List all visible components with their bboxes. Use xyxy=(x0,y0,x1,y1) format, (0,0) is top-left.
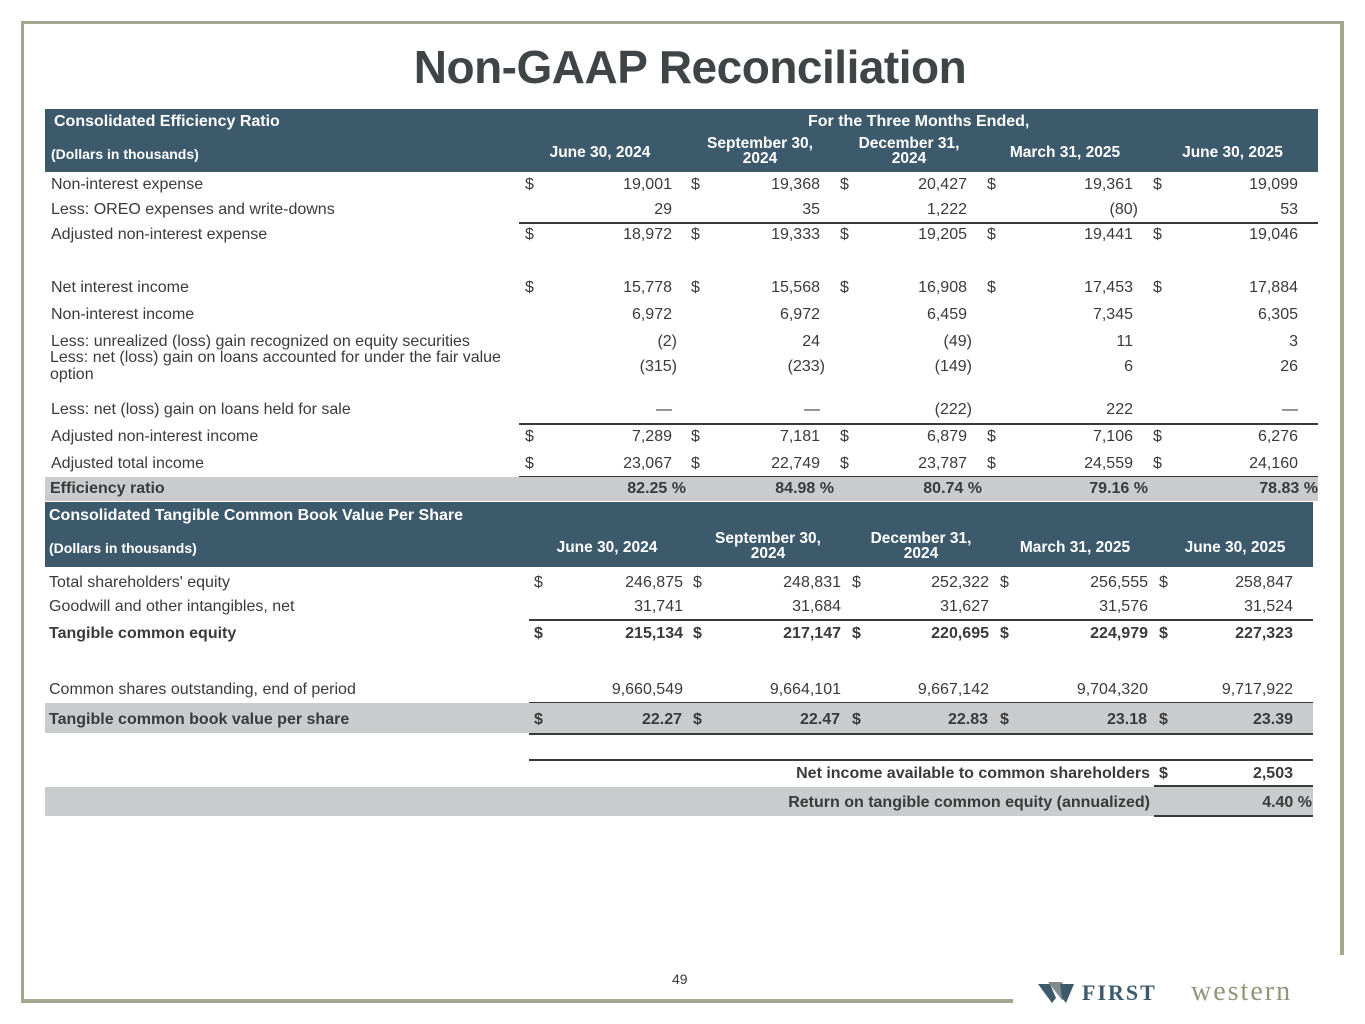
cell-value: 31,576 xyxy=(1099,598,1148,615)
row-label: Less: net (loss) gain on loans accounted for under the fair value xyxy=(50,349,501,366)
dollar-sign: $ xyxy=(534,711,543,728)
cell-value: 31,627 xyxy=(940,598,989,615)
dollar-sign: $ xyxy=(987,455,996,472)
dollar-sign: $ xyxy=(1153,279,1162,296)
tangible-table-header xyxy=(45,502,1313,567)
cell-value: 19,046 xyxy=(1249,226,1298,243)
dollar-sign: $ xyxy=(1000,625,1009,642)
efficiency-col-header: June 30, 2025 xyxy=(1182,144,1283,161)
bvps-value: 22.47 xyxy=(799,711,840,728)
net-income-row xyxy=(700,765,1313,785)
dollar-sign: $ xyxy=(693,711,702,728)
cell-value: 24,160 xyxy=(1249,455,1298,472)
row-label: Common shares outstanding, end of period xyxy=(49,681,356,698)
cell-value: 19,333 xyxy=(771,226,820,243)
efficiency-table-header xyxy=(45,109,1318,172)
logo-mark-icon xyxy=(1038,982,1074,1003)
row-label: option xyxy=(50,366,94,383)
cell-value: 227,323 xyxy=(1235,625,1293,642)
dollar-sign: $ xyxy=(693,574,702,591)
efficiency-ratio-row xyxy=(50,480,1320,500)
cell-value: (315) xyxy=(639,358,677,375)
cell-value: 17,884 xyxy=(1249,279,1298,296)
cell-value: 7,345 xyxy=(1092,306,1133,323)
dollar-sign: $ xyxy=(691,455,700,472)
dollar-sign: $ xyxy=(525,279,534,296)
frame-bottom-border xyxy=(21,999,1013,1003)
row-label: Goodwill and other intangibles, net xyxy=(49,598,295,615)
tangible-table-row xyxy=(0,681,1365,703)
dollar-sign: $ xyxy=(852,711,861,728)
dollar-sign: $ xyxy=(1159,765,1168,782)
cell-value: 220,695 xyxy=(931,625,989,642)
dollar-sign: $ xyxy=(1159,711,1168,728)
efficiency-table-row xyxy=(0,176,1365,198)
dollar-sign: $ xyxy=(691,428,700,445)
bvps-row xyxy=(49,711,1313,731)
cell-value: 9,704,320 xyxy=(1076,681,1148,698)
bvps-value: 23.18 xyxy=(1106,711,1147,728)
tangible-col-header: June 30, 2024 xyxy=(556,539,658,556)
dollar-sign: $ xyxy=(840,176,849,193)
cell-value: 217,147 xyxy=(783,625,841,642)
cell-value: 53 xyxy=(1280,201,1298,218)
cell-value: 22,749 xyxy=(771,455,820,472)
cell-value: 31,524 xyxy=(1244,598,1293,615)
efficiency-ratio-value: 84.98 % xyxy=(775,480,834,497)
row-label: Adjusted non-interest income xyxy=(51,428,259,445)
efficiency-col-header: December 31, 2024 xyxy=(858,135,960,167)
dollar-sign: $ xyxy=(691,279,700,296)
row-label: Adjusted non-interest expense xyxy=(51,226,268,243)
row-label: Non-interest expense xyxy=(51,176,204,193)
efficiency-table-row xyxy=(0,428,1365,450)
logo-text-first: FIRST xyxy=(1082,980,1157,1005)
rotce-label: Return on tangible common equity (annualized) xyxy=(788,794,1150,811)
cell-value: 222 xyxy=(1106,401,1133,418)
efficiency-rule xyxy=(519,423,1318,425)
dollar-sign: $ xyxy=(840,279,849,296)
dollar-sign: $ xyxy=(840,455,849,472)
tangible-units-label: (Dollars in thousands) xyxy=(49,540,197,556)
dollar-sign: $ xyxy=(840,428,849,445)
cell-value: 252,322 xyxy=(931,574,989,591)
cell-value: — xyxy=(804,401,820,418)
frame-top-border xyxy=(22,21,1344,24)
efficiency-col-header: March 31, 2025 xyxy=(1009,144,1121,161)
dollar-sign: $ xyxy=(987,428,996,445)
cell-value: (80) xyxy=(1109,201,1138,218)
cell-value: 9,667,142 xyxy=(917,681,989,698)
cell-value: — xyxy=(1282,401,1298,418)
cell-value: 23,787 xyxy=(918,455,967,472)
cell-value: 9,664,101 xyxy=(769,681,841,698)
cell-value: 6,879 xyxy=(926,428,967,445)
cell-value: 7,181 xyxy=(779,428,820,445)
logo-text-western: western xyxy=(1191,976,1293,1006)
cell-value: 19,441 xyxy=(1084,226,1133,243)
cell-value: (149) xyxy=(934,358,972,375)
row-label: Tangible common equity xyxy=(49,625,237,642)
efficiency-period-label: For the Three Months Ended, xyxy=(808,113,1030,130)
dollar-sign: $ xyxy=(525,428,534,445)
bvps-label: Tangible common book value per share xyxy=(49,711,350,728)
cell-value: 3 xyxy=(1289,333,1298,350)
cell-value: 29 xyxy=(654,201,672,218)
cell-value: 18,972 xyxy=(623,226,672,243)
dollar-sign: $ xyxy=(987,279,996,296)
efficiency-ratio-value: 79.16 % xyxy=(1089,480,1148,497)
cell-value: 26 xyxy=(1280,358,1298,375)
cell-value: 6,972 xyxy=(631,306,672,323)
tangible-table-row xyxy=(0,625,1365,647)
dollar-sign: $ xyxy=(534,574,543,591)
cell-value: 256,555 xyxy=(1090,574,1148,591)
dollar-sign: $ xyxy=(1153,455,1162,472)
tangible-col-header: September 30, 2024 xyxy=(715,530,821,562)
dollar-sign: $ xyxy=(987,226,996,243)
dollar-sign: $ xyxy=(525,226,534,243)
tangible-col-header: December 31, 2024 xyxy=(870,530,972,562)
dollar-sign: $ xyxy=(1159,625,1168,642)
tangible-col-header: June 30, 2025 xyxy=(1184,539,1286,556)
rotce-value: 4.40 % xyxy=(1262,794,1312,811)
efficiency-ratio-value: 82.25 % xyxy=(627,480,686,497)
page-number: 49 xyxy=(672,971,688,987)
dollar-sign: $ xyxy=(525,176,534,193)
tangible-table-row xyxy=(0,574,1365,596)
dollar-sign: $ xyxy=(534,625,543,642)
efficiency-table-row xyxy=(0,401,1365,423)
cell-value: 19,001 xyxy=(623,176,672,193)
cell-value: 17,453 xyxy=(1084,279,1133,296)
cell-value: 6,972 xyxy=(779,306,820,323)
cell-value: 24,559 xyxy=(1084,455,1133,472)
cell-value: 224,979 xyxy=(1090,625,1148,642)
dollar-sign: $ xyxy=(693,625,702,642)
efficiency-table-row xyxy=(0,279,1365,301)
bvps-value: 22.83 xyxy=(947,711,988,728)
bvps-value: 22.27 xyxy=(641,711,682,728)
efficiency-units-label: (Dollars in thousands) xyxy=(51,146,199,162)
efficiency-col-header: September 30, 2024 xyxy=(707,135,813,167)
cell-value: 15,778 xyxy=(623,279,672,296)
dollar-sign: $ xyxy=(1000,711,1009,728)
cell-value: 11 xyxy=(1116,333,1133,350)
cell-value: (2) xyxy=(657,333,677,350)
cell-value: 31,741 xyxy=(634,598,683,615)
cell-value: 19,099 xyxy=(1249,176,1298,193)
efficiency-table-row xyxy=(0,226,1365,248)
cell-value: 6,276 xyxy=(1257,428,1298,445)
cell-value: 7,289 xyxy=(631,428,672,445)
row-label: Non-interest income xyxy=(51,306,195,323)
first-western-logo xyxy=(1036,976,1346,1006)
cell-value: 31,684 xyxy=(792,598,841,615)
cell-value: 6,459 xyxy=(926,306,967,323)
efficiency-table-heading: Consolidated Efficiency Ratio xyxy=(54,113,280,130)
frame-right-border xyxy=(1340,21,1344,955)
efficiency-ratio-label: Efficiency ratio xyxy=(50,480,165,497)
dollar-sign: $ xyxy=(691,226,700,243)
page-title: Non-GAAP Reconciliation xyxy=(413,41,967,93)
tangible-rule xyxy=(529,619,1313,621)
dollar-sign: $ xyxy=(1153,428,1162,445)
cell-value: 16,908 xyxy=(918,279,967,296)
dollar-sign: $ xyxy=(852,574,861,591)
tangible-col-header: March 31, 2025 xyxy=(1019,539,1131,556)
efficiency-ratio-value: 78.83 % xyxy=(1259,480,1318,497)
cell-value: 23,067 xyxy=(623,455,672,472)
tangible-table-heading: Consolidated Tangible Common Book Value Per Share xyxy=(49,507,463,524)
cell-value: 6 xyxy=(1124,358,1133,375)
dollar-sign: $ xyxy=(525,455,534,472)
cell-value: 19,368 xyxy=(771,176,820,193)
efficiency-table-row xyxy=(0,455,1365,477)
tangible-table-row xyxy=(0,598,1365,620)
net-income-value: 2,503 xyxy=(1252,765,1293,782)
efficiency-col-header: June 30, 2024 xyxy=(549,144,651,161)
row-label: Adjusted total income xyxy=(51,455,204,472)
efficiency-table-row xyxy=(0,349,1365,383)
row-label: Net interest income xyxy=(51,279,189,296)
cell-value: (49) xyxy=(943,333,972,350)
cell-value: 1,222 xyxy=(926,201,967,218)
row-label: Less: OREO expenses and write-downs xyxy=(51,201,335,218)
dollar-sign: $ xyxy=(1000,574,1009,591)
cell-value: 15,568 xyxy=(771,279,820,296)
cell-value: (233) xyxy=(787,358,825,375)
dollar-sign: $ xyxy=(987,176,996,193)
cell-value: (222) xyxy=(934,401,972,418)
tangible-rule xyxy=(529,759,1313,761)
efficiency-table-row xyxy=(0,306,1365,328)
cell-value: 248,831 xyxy=(783,574,841,591)
tangible-rule xyxy=(529,733,1313,735)
cell-value: 7,106 xyxy=(1092,428,1133,445)
efficiency-table-row xyxy=(0,201,1365,223)
cell-value: 258,847 xyxy=(1235,574,1293,591)
rotce-row xyxy=(700,794,1313,814)
cell-value: 19,205 xyxy=(918,226,967,243)
dollar-sign: $ xyxy=(691,176,700,193)
bvps-value: 23.39 xyxy=(1252,711,1293,728)
efficiency-rule xyxy=(519,222,1318,224)
cell-value: — xyxy=(656,401,672,418)
cell-value: 6,305 xyxy=(1257,306,1298,323)
efficiency-ratio-value: 80.74 % xyxy=(923,480,982,497)
cell-value: 9,660,549 xyxy=(611,681,683,698)
cell-value: 35 xyxy=(802,201,820,218)
frame-left-border xyxy=(21,21,24,1003)
cell-value: 246,875 xyxy=(625,574,683,591)
row-label: Less: net (loss) gain on loans held for sale xyxy=(51,401,351,418)
net-income-label: Net income available to common shareholders xyxy=(796,765,1150,782)
dollar-sign: $ xyxy=(1159,574,1168,591)
row-label: Total shareholders' equity xyxy=(49,574,230,591)
tangible-rule xyxy=(1154,815,1313,817)
dollar-sign: $ xyxy=(852,625,861,642)
cell-value: 215,134 xyxy=(625,625,683,642)
cell-value: 9,717,922 xyxy=(1221,681,1293,698)
dollar-sign: $ xyxy=(1153,226,1162,243)
cell-value: 24 xyxy=(802,333,820,350)
row-label: Less: unrealized (loss) gain recognized on equity securities xyxy=(51,333,470,350)
cell-value: 20,427 xyxy=(918,176,967,193)
dollar-sign: $ xyxy=(840,226,849,243)
cell-value: 19,361 xyxy=(1084,176,1133,193)
dollar-sign: $ xyxy=(1153,176,1162,193)
